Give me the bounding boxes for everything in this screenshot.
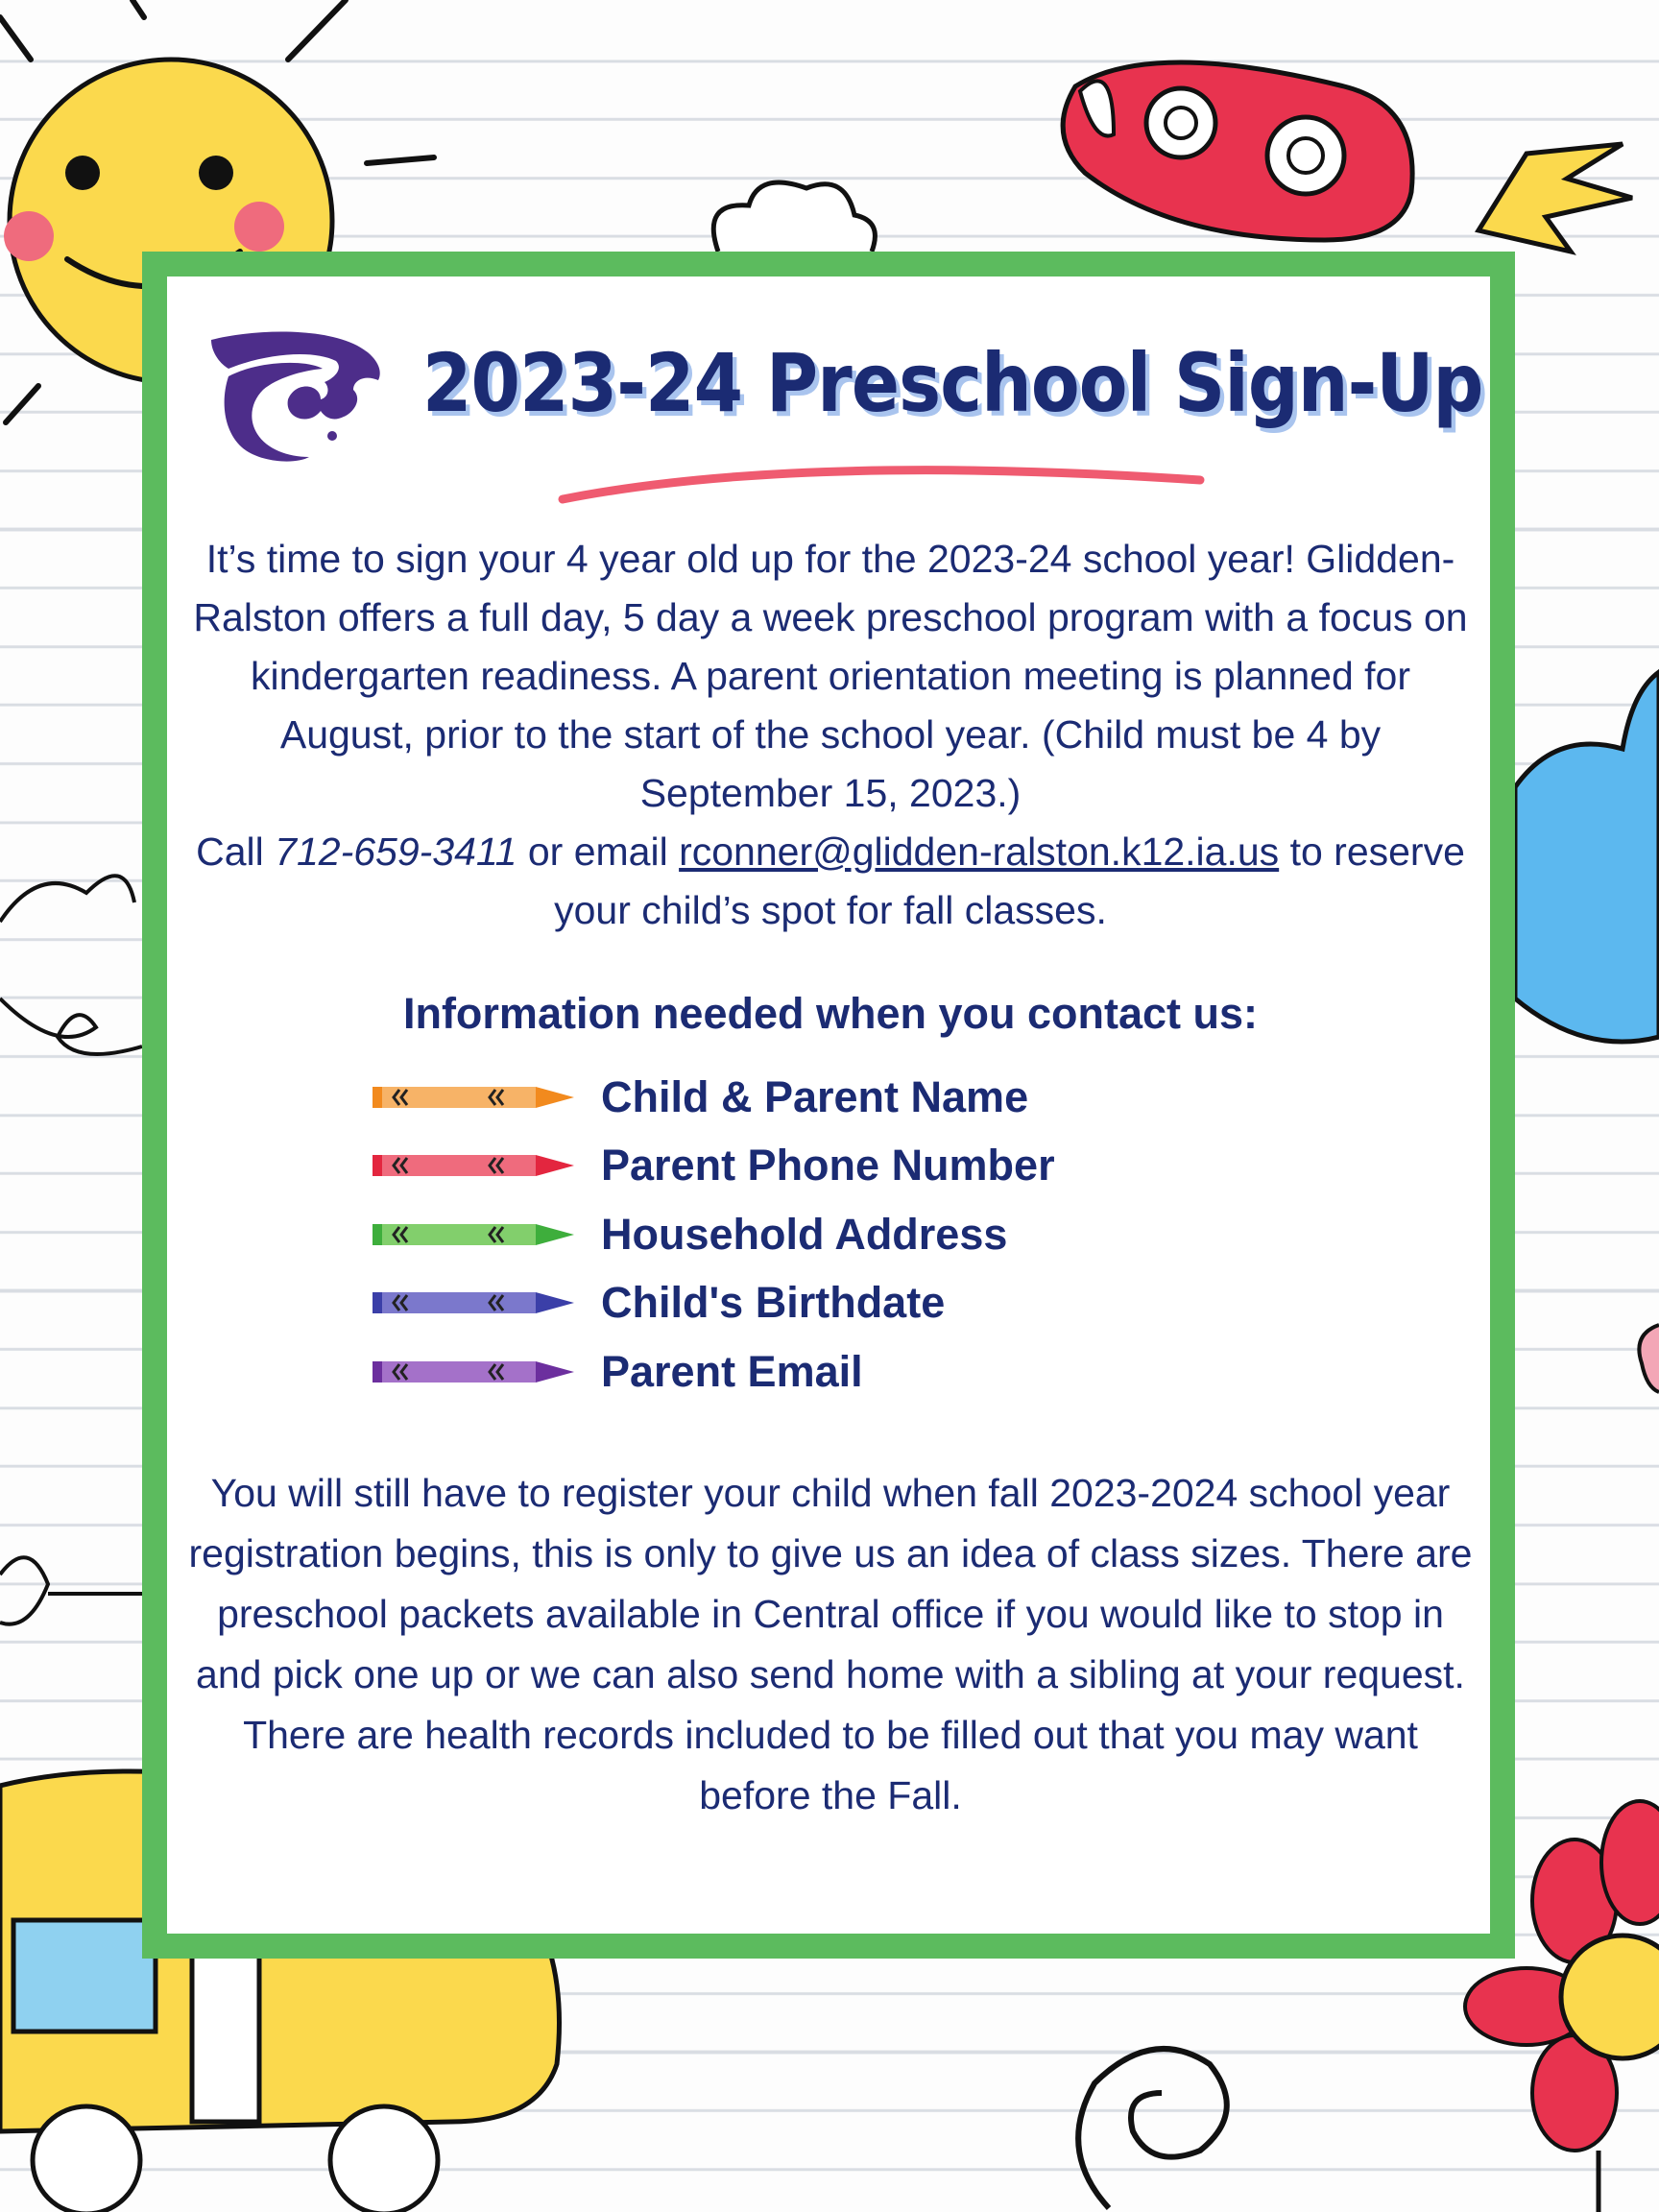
- call-prefix: Call: [196, 830, 264, 874]
- info-list-item: [373, 1269, 1055, 1338]
- info-list-item: [373, 1200, 1055, 1269]
- heart-doodle-icon: [1515, 672, 1659, 1392]
- info-item-label: Parent Phone Number: [601, 1141, 1055, 1190]
- crayon-icon: [373, 1359, 574, 1384]
- crayon-icon: [373, 1153, 574, 1178]
- swirl-doodle-icon: [1078, 2049, 1227, 2208]
- info-list-item: [373, 1337, 1055, 1407]
- contact-line: [182, 823, 1479, 940]
- wildcat-logo-icon: [209, 330, 386, 467]
- loop-doodle-icon: [0, 876, 142, 1623]
- call-suffix: to reserve your child’s spot for fall classes.: [554, 830, 1465, 932]
- info-heading: Information needed when you contact us:: [402, 989, 1259, 1038]
- intro-paragraph: It’s time to sign your 4 year old up for the 2023-24 school year! Glidden-Ralston offers a full day, 5 day a week preschool program with a focus on kindergarten readiness. A parent orientation meeting is planned for August, prior to the start of the school year. (Child must be 4 by September 15, 2023.): [193, 537, 1468, 815]
- crayon-icon: [373, 1222, 574, 1247]
- phone-number: 712-659-3411: [275, 830, 517, 874]
- info-list-item: [373, 1063, 1055, 1132]
- info-list-item: [373, 1132, 1055, 1201]
- info-list: [373, 1063, 1055, 1407]
- crayon-icon: [373, 1085, 574, 1110]
- intro-text-block: [182, 530, 1479, 940]
- info-item-label: Parent Email: [601, 1346, 863, 1396]
- rocket-doodle-icon: [1063, 62, 1632, 252]
- info-item-label: Household Address: [601, 1209, 1008, 1259]
- cloud-doodle-icon: [713, 182, 875, 252]
- page-title: 2023-24 Preschool Sign-Up: [422, 336, 1483, 430]
- info-item-label: Child's Birthdate: [601, 1278, 946, 1328]
- info-item-label: Child & Parent Name: [601, 1071, 1029, 1121]
- title-underline: [557, 453, 1210, 511]
- email-prefix: or email: [527, 830, 668, 874]
- crayon-icon: [373, 1290, 574, 1315]
- email-link[interactable]: rconner@glidden-ralston.k12.ia.us: [679, 830, 1280, 874]
- closing-paragraph: You will still have to register your child when fall 2023-2024 school year registration begins, this is only to give us an idea of class sizes. There are preschool packets available in Central office if you would like to stop in and pick one up or we can also send home with a sibling at your request. There are health records included to be filled out that you may want before the Fall.: [188, 1471, 1473, 1817]
